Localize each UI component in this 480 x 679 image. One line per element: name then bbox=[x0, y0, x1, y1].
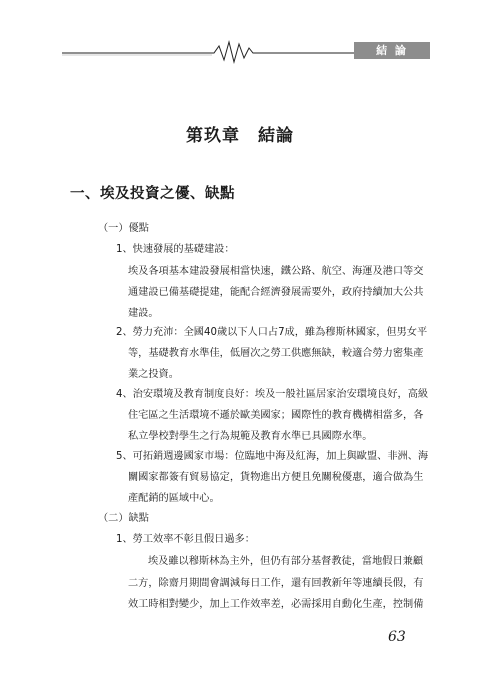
list-item-title: 2、勞力充沛：全國40歲以下人口占7成，雖為穆斯林國家，但男女平 bbox=[116, 327, 428, 338]
list-item-text: 二方，除齋月期間會調減每日工作，還有回教新年等連續長假，有 bbox=[128, 578, 424, 589]
list-item-text: 埃及各項基本建設發展相當快速，鐵公路、航空、海運及港口等交 bbox=[128, 266, 424, 277]
running-header bbox=[62, 38, 422, 66]
list-item-text: 通建設已備基礎提建，能配合經濟發展需要外，政府持續加大公共 bbox=[128, 287, 424, 298]
list-item-title: 4、治安環境及教育制度良好：埃及一般社區居家治安環境良好，高級 bbox=[116, 389, 429, 400]
subsection-label-advantages: （一）優點 bbox=[98, 223, 149, 234]
list-item-title: 1、勞工效率不彰且假日過多： bbox=[116, 534, 255, 545]
list-item-title: 1、快速發展的基礎建設： bbox=[116, 244, 235, 255]
list-item-text: 等，基礎教育水準佳，低層次之勞工供應無缺，較適合勞力密集產 bbox=[128, 348, 424, 359]
list-item-text: 業之投資。 bbox=[128, 369, 179, 380]
list-item-text: 效工時相對變少，加上工作效率差，必需採用自動化生產，控制備 bbox=[128, 599, 424, 610]
list-item-text: 埃及雖以穆斯林為主外，但仍有部分基督教徒，當地假日兼顧 bbox=[148, 556, 424, 567]
list-item-text: 關國家都簽有貿易協定，貨物進出方便且免關稅優惠，適合做為生 bbox=[128, 472, 424, 483]
chapter-title: 第玖章 結論 bbox=[186, 126, 294, 146]
page-number: 63 bbox=[388, 629, 406, 645]
list-item-text: 私立學校對學生之行為規範及教育水準已具國際水準。 bbox=[128, 431, 373, 442]
list-item-text: 住宅區之生活環境不遜於歐美國家；國際性的教育機構相當多，各 bbox=[128, 410, 424, 421]
header-section-label: 結 論 bbox=[354, 42, 430, 59]
subsection-label-disadvantages: （二）缺點 bbox=[98, 513, 149, 524]
list-item-text: 建設。 bbox=[128, 308, 159, 319]
list-item-title: 5、可拓銷週邊國家市場：位臨地中海及紅海，加上與歐盟、非洲、海 bbox=[116, 451, 429, 462]
list-item-text: 產配銷的區域中心。 bbox=[128, 493, 220, 504]
section-title: 一、埃及投資之優、缺點 bbox=[70, 185, 235, 202]
